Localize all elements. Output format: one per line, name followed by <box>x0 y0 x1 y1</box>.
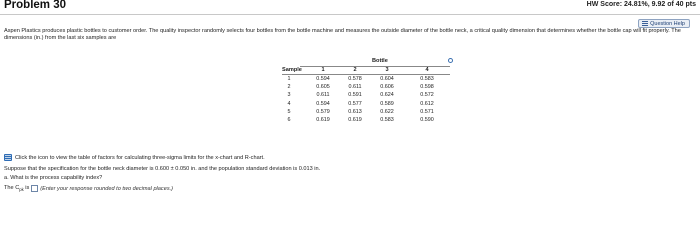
sample-number-cell: 2 <box>287 84 291 91</box>
bottle-data-table <box>282 58 454 154</box>
answer-row <box>4 185 173 192</box>
bottle-column-header: 4 <box>425 67 429 73</box>
bottle-column-header: 3 <box>385 67 389 73</box>
copy-data-icon[interactable] <box>448 58 453 63</box>
measurement-cell: 0.578 <box>348 76 362 82</box>
factors-link-text: Click the icon to view the table of factors for calculating three-sigma limits for the x-chart and R-chart. <box>15 154 265 161</box>
measurement-cell: 0.624 <box>380 92 394 99</box>
list-icon <box>642 21 648 26</box>
measurement-cell: 0.619 <box>316 117 330 123</box>
measurement-cell: 0.571 <box>420 108 434 115</box>
sample-number-cell: 5 <box>287 108 291 115</box>
question-help-button[interactable] <box>638 19 690 28</box>
bottle-column-header: 1 <box>321 67 325 73</box>
specification-text: Suppose that the specification for the bottle neck diameter is 0.600 ± 0.050 in. and the population standard deviation is 0.013 in. <box>4 166 321 172</box>
table-rule-header <box>282 74 450 75</box>
header-divider <box>0 14 700 15</box>
measurement-cell: 0.594 <box>316 76 330 82</box>
rounding-hint: (Enter your response rounded to two decimal places.) <box>40 185 174 192</box>
measurement-cell: 0.611 <box>348 84 362 91</box>
measurement-cell: 0.583 <box>420 76 434 82</box>
measurement-cell: 0.613 <box>348 108 362 115</box>
measurement-cell: 0.619 <box>348 117 362 123</box>
cpk-answer-input[interactable] <box>31 185 38 192</box>
question-a: a. What is the process capability index? <box>4 175 103 181</box>
measurement-cell: 0.612 <box>420 100 434 107</box>
sample-column-header: Sample <box>282 67 302 73</box>
measurement-cell: 0.591 <box>348 92 362 99</box>
question-help-label: Question Help <box>650 20 685 27</box>
measurement-cell: 0.606 <box>380 84 394 91</box>
bottle-group-header: Bottle <box>372 58 388 64</box>
measurement-cell: 0.604 <box>380 76 394 82</box>
measurement-cell: 0.572 <box>420 92 434 99</box>
problem-statement: Aspen Plastics produces plastic bottles to customer order. The quality inspector randomly selects four bottles from the bottle machine and measures the outside diameter of the bottle neck, a critical quality dimension that determines whether the bottle cap will fit properly. The dimensions (in.) from the last six samples are <box>4 28 681 42</box>
measurement-cell: 0.589 <box>380 100 394 107</box>
factors-link-row[interactable] <box>4 154 265 161</box>
measurement-cell: 0.622 <box>380 108 394 115</box>
sample-number-cell: 4 <box>287 100 291 107</box>
sample-number-cell: 3 <box>287 92 291 99</box>
measurement-cell: 0.605 <box>316 84 330 91</box>
measurement-cell: 0.598 <box>420 84 434 91</box>
bottle-column-header: 2 <box>353 67 357 73</box>
table-icon[interactable] <box>4 154 12 161</box>
header <box>0 0 700 13</box>
measurement-cell: 0.611 <box>316 92 330 99</box>
measurement-cell: 0.590 <box>420 117 434 123</box>
problem-title: Problem 30 <box>4 0 66 11</box>
measurement-cell: 0.579 <box>316 108 330 115</box>
hw-score: HW Score: 24.81%, 9.92 of 40 pts <box>586 1 696 8</box>
answer-prefix: The $C_{pk}$ is <box>4 185 30 193</box>
sample-number-cell: 1 <box>287 76 291 82</box>
measurement-cell: 0.577 <box>348 100 362 107</box>
measurement-cell: 0.583 <box>380 117 394 123</box>
measurement-cell: 0.594 <box>316 100 330 107</box>
sample-number-cell: 6 <box>287 117 291 123</box>
